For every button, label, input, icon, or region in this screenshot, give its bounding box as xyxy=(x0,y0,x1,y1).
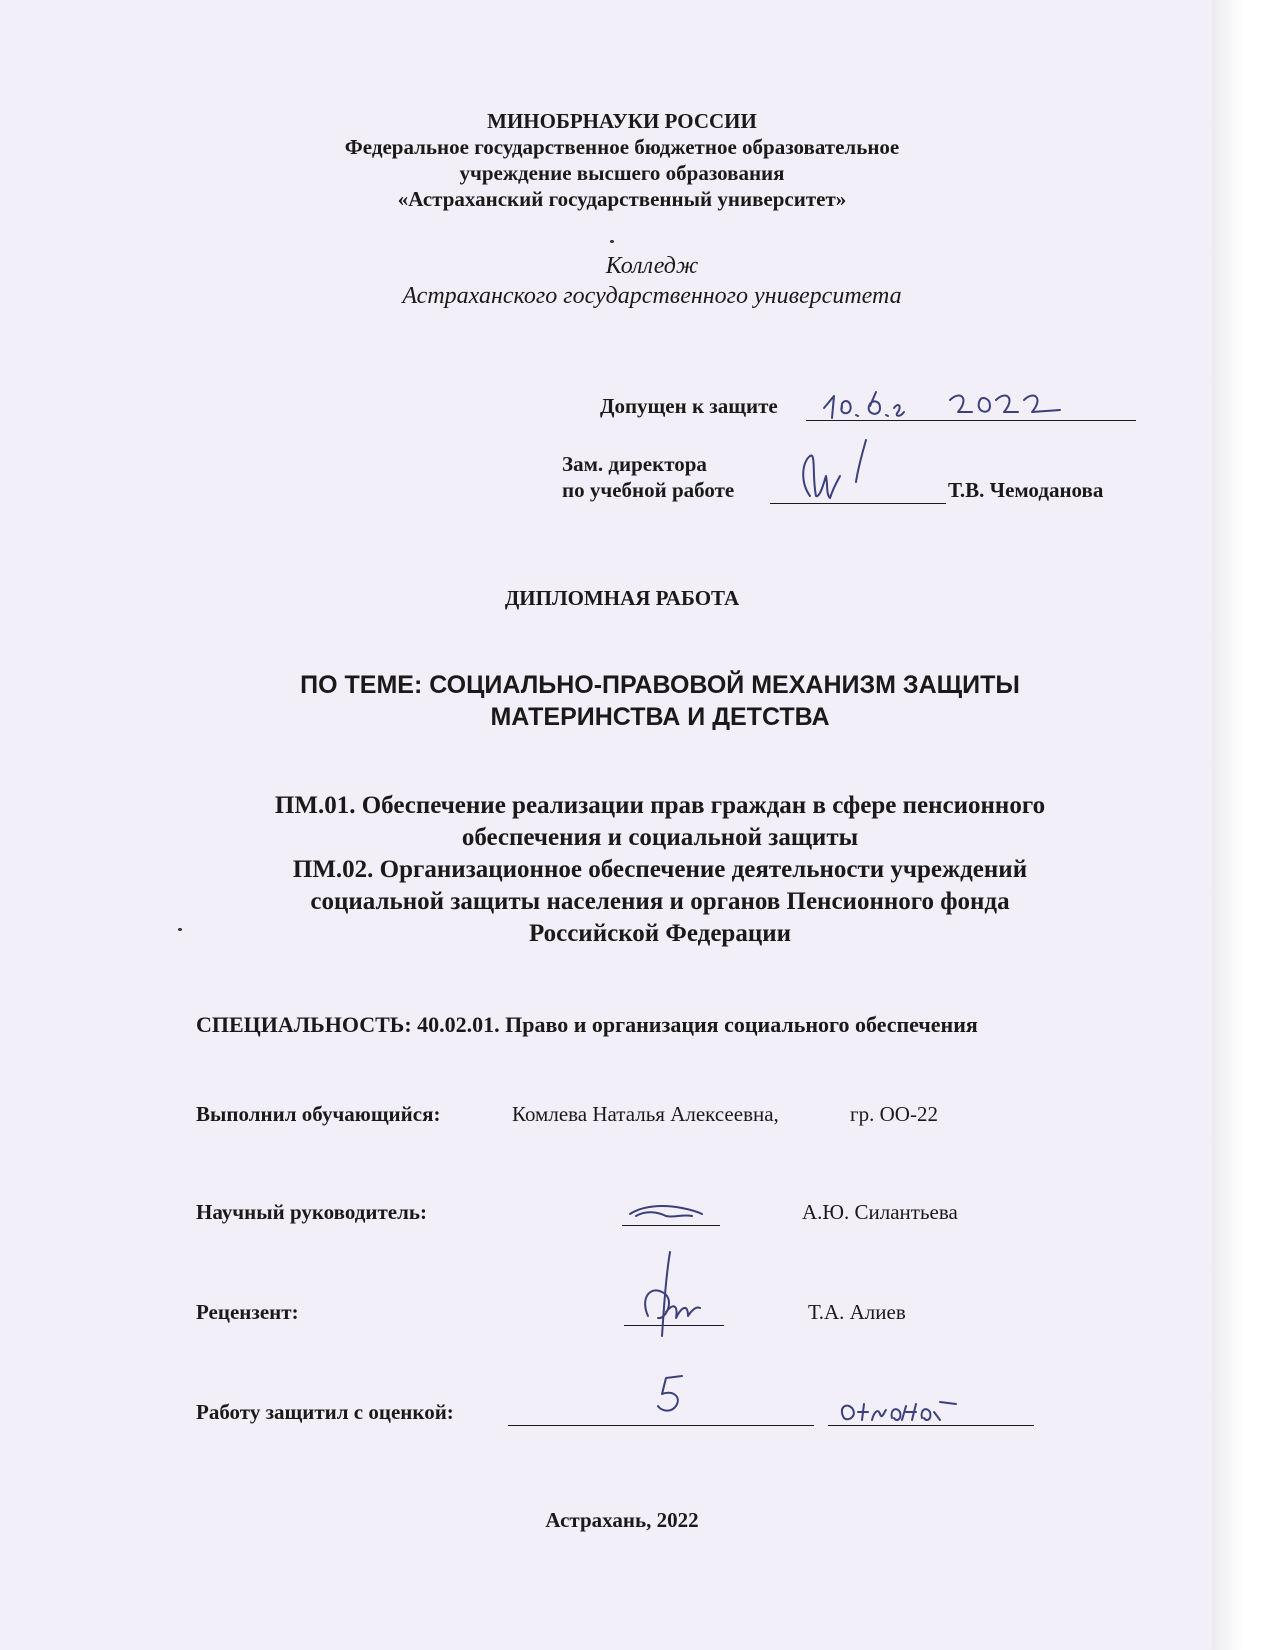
city-year: Астрахань, 2022 xyxy=(545,1508,699,1532)
org-line-1: Федеральное государственное бюджетное образовательное xyxy=(344,135,900,159)
work-type: ДИПЛОМНАЯ РАБОТА xyxy=(504,586,740,610)
reviewer-signature xyxy=(636,1246,726,1346)
college-line-1: Колледж xyxy=(605,253,699,279)
admitted-label: Допущен к защите xyxy=(600,394,778,418)
admitted-date-handwritten xyxy=(820,382,1070,432)
specialty: СПЕЦИАЛЬНОСТЬ: 40.02.01. Право и организация социального обеспечения xyxy=(196,1012,978,1037)
grade-label: Работу защитил с оценкой: xyxy=(196,1400,454,1424)
university-name: «Астраханский государственный университет» xyxy=(397,187,847,211)
reviewer-label: Рецензент: xyxy=(196,1300,299,1324)
topic-line-1: ПО ТЕМЕ: СОЦИАЛЬНО-ПРАВОВОЙ МЕХАНИЗМ ЗАЩИТЫ xyxy=(300,671,1020,699)
pm01-line-1: ПМ.01. Обеспечение реализации прав граждан в сфере пенсионного xyxy=(274,792,1046,819)
pm02-line-3: Российской Федерации xyxy=(528,920,792,947)
supervisor-name: А.Ю. Силантьева xyxy=(802,1200,958,1224)
student-label: Выполнил обучающийся: xyxy=(196,1102,441,1126)
pm02-line-1: ПМ.02. Организационное обеспечение деятельности учреждений xyxy=(292,856,1028,883)
ministry-line: МИНОБРНАУКИ РОССИИ xyxy=(487,109,757,133)
org-line-2: учреждение высшего образования xyxy=(459,161,785,185)
deputy-title-line-1: Зам. директора xyxy=(562,452,707,476)
topic-line-2: МАТЕРИНСТВА И ДЕТСТВА xyxy=(490,703,830,731)
pm02-line-2: социальной защиты населения и органов Пенсионного фонда xyxy=(310,888,1010,915)
student-group: гр. ОО-22 xyxy=(850,1102,938,1126)
supervisor-signature xyxy=(622,1196,722,1226)
college-line-2: Астраханского государственного университета xyxy=(402,283,902,309)
scan-speck xyxy=(178,928,182,931)
grade-numeric-line xyxy=(508,1425,814,1426)
deputy-title-line-2: по учебной работе xyxy=(562,478,735,502)
scan-speck xyxy=(610,240,614,243)
student-name: Комлева Наталья Алексеевна, xyxy=(512,1102,779,1126)
grade-text-handwritten xyxy=(836,1390,966,1426)
grade-numeric-handwritten xyxy=(652,1370,692,1420)
reviewer-name: Т.А. Алиев xyxy=(808,1300,906,1324)
supervisor-label: Научный руководитель: xyxy=(196,1200,427,1224)
deputy-name: Т.В. Чемоданова xyxy=(948,478,1104,502)
deputy-signature xyxy=(796,436,906,512)
pm01-line-2: обеспечения и социальной защиты xyxy=(461,824,859,851)
